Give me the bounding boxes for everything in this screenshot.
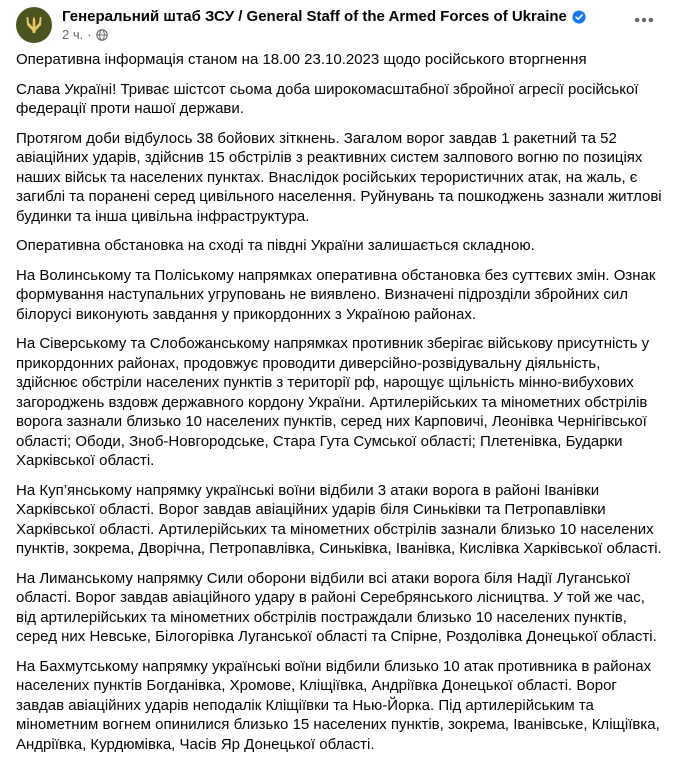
post-paragraph: На Сіверському та Слобожанському напрямках противник зберігає військову присутність у прикордонних районах, продовжує проводити диверсійно-розвідувальну діяльність, здійснює обстріли населених пунктів з території рф, нарощує щільність мінно-вибухових загороджень вздовж державного кордону України. Артилерійських та мінометних обстрілів ворога зазнали близько 10 населених пунктів, серед них Карповичі, Леонівка Чернігівської області; Ободи, Зноб-Новгородське, Стара Гута Сумської області; Плетенівка, Бударки Харківської області. (16, 335, 650, 469)
post-paragraph: На Волинському та Поліському напрямках оперативна обстановка без суттєвих змін. Ознак формування наступальних угруповань не виявлено. Визначені підрозділи збройних сил білорусі виконують завдання у прикордонних з Україною районах. (16, 266, 656, 323)
more-options-button[interactable] (631, 10, 657, 30)
post-paragraph: Слава Україні! Триває шістсот сьома доба широкомасштабної збройної агресії російської федерації проти нашої держави. (16, 80, 639, 117)
post-paragraph: На Куп’янському напрямку українські воїни відбили 3 атаки ворога в районі Іванівки Харківської області. Ворог завдав авіаційних ударів біля Синьківки та Петропавлівки Харківської області. Артилерійських та мінометних обстрілів зазнали близько 10 населених пунктів, зокрема, Дворічна, Петропавлівка, Синьківка, Іванівка, Кислівка Харківської області. (16, 481, 662, 557)
verified-badge-icon (572, 10, 586, 24)
trident-emblem-icon (23, 14, 45, 36)
more-options-icon (634, 17, 654, 23)
post-meta (62, 27, 108, 42)
post-body (16, 50, 664, 764)
post-paragraph: На Бахмутському напрямку українські воїни відбили близько 10 атак противника в районах населених пунктів Богданівка, Хромове, Кліщіївка, Андріївка Донецької області. Ворог завдав авіаційних ударів неподалік Кліщіївки та Нью-Йорка. Під артилерійським та мінометним вогнем опинилися близько 15 населених пунктів, зокрема, Іванівське, Кліщіївка, Андріївка, Курдюмівка, Часів Яр Донецької області. (16, 657, 660, 753)
page-avatar[interactable] (16, 7, 52, 43)
post-paragraph: Оперативна обстановка на сході та півдні України залишається складною. (16, 237, 535, 254)
post-paragraph: Оперативна інформація станом на 18.00 23.10.2023 щодо російського вторгнення (16, 51, 587, 68)
post-header (16, 4, 657, 44)
post-paragraph: На Лиманському напрямку Сили оборони відбили всі атаки ворога біля Надії Луганської області. Ворог завдав авіаційного удару в районі Серебрянського лісництва. У той же час, від артилерійських та мінометних обстрілів постраждали близько 10 населених пунктів, серед них Невське, Білогорівка Луганської області та Спірне, Роздолівка Донецької області. (16, 569, 657, 645)
post-paragraph: Протягом доби відбулось 38 бойових зіткнень. Загалом ворог завдав 1 ракетний та 52 авіаційних ударів, здійснив 15 обстрілів з реактивних систем залпового вогню по позиціях наших військ та населених пунктах. Внаслідок російських терористичних атак, на жаль, є загиблі та поранені серед цивільного населення. Руйнувань та пошкоджень зазнали житлові будинки та інша цивільна інфраструктура. (16, 129, 662, 225)
page-name-link[interactable] (62, 8, 586, 25)
meta-separator: · (87, 27, 92, 42)
post-timestamp[interactable]: 2 ч. (62, 27, 84, 42)
globe-icon[interactable] (96, 29, 108, 41)
page-name[interactable]: Генеральний штаб ЗСУ / General Staff of the Armed Forces of Ukraine (62, 8, 567, 25)
